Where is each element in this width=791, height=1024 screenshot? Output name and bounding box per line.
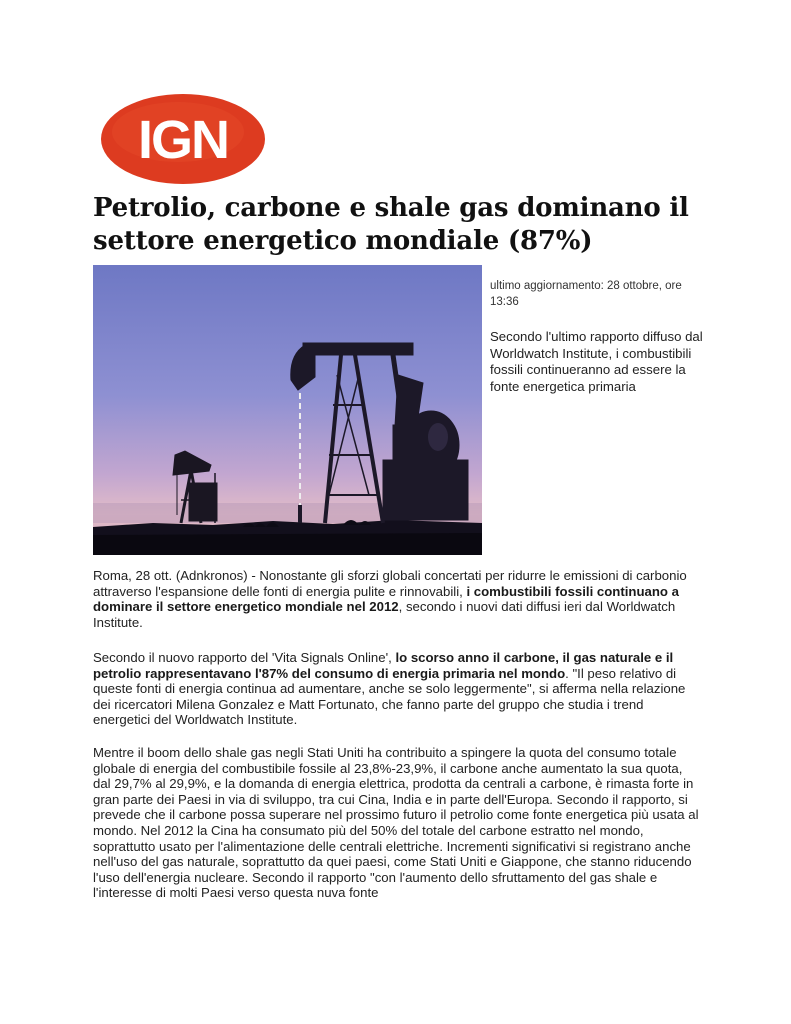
article-paragraph [93,650,703,728]
paragraph-text: , secondo i nuovi dati diffusi ieri dal Worldwatch Institute. [93,599,676,630]
last-updated: ultimo aggiornamento: 28 ottobre, ore 13:36 [490,280,682,308]
article-title: Petrolio, carbone e shale gas dominano il settore energetico mondiale (87%) [93,193,689,256]
paragraph-text: Secondo il nuovo rapporto del 'Vita Signals Online', [93,650,396,665]
logo-text: IGN [137,110,229,170]
paragraph-bold-text: i combustibili fossili continuano a dominare il settore energetico mondiale nel 2012 [93,583,679,615]
ign-logo [100,92,266,186]
paragraph-text: . "Il peso relativo di queste fonti di energia continua ad aumentare, anche se solo leggermente", si afferma nella relazione dei ricercatori Milena Gonzalez e Matt Fortunato, che fanno parte del gruppo che studia i trend energetici del Worldwatch Institute. [93,665,686,728]
article-paragraph: Mentre il boom dello shale gas negli Stati Uniti ha contribuito a spingere la quota del consumo totale globale di energia del combustibile fossile al 23,8%-23,9%, il carbone anche aumentato la sua quota, dal 29,7% al 29,9%, e la domanda di energia elettrica, prodotta da centrali a carbone, è rimasta forte in gran parte dei Paesi in via di sviluppo, tra cui Cina, India e in parte dell'Europa. Secondo il rapporto, si prevede che il carbone possa superare nel prossimo futuro il petrolio come fonte energetica più usata al mondo. Nel 2012 la Cina ha consumato più del 50% del totale del carbone estratto nel mondo, soprattutto usato per l'alimentazione delle centrali elettriche. Incrementi significativi si registrano anche nell'uso del gas naturale, soprattutto da quei paesi, come Stati Uniti e Giappone, che stanno riducendo l'uso dell'energia nucleare. Secondo il rapporto "con l'aumento dello sfruttamento del gas shale e l'interesse di molti Paesi verso questa nuva fonte [93,745,699,901]
article-summary: Secondo l'ultimo rapporto diffuso dal Worldwatch Institute, i combustibili fossili continueranno ad essere la fonte energetica primaria [490,329,703,394]
article-paragraph [93,568,703,630]
oil-pumpjack-photo [93,265,482,555]
paragraph-bold-text: lo scorso anno il carbone, il gas naturale e il petrolio rappresentavano l'87% del consumo di energia primaria nel mondo [93,650,674,681]
paragraph-text: Roma, 28 ott. (Adnkronos) - Nonostante gli sforzi globali concertati per ridurre le emissioni di carbonio attraverso l'espansione delle fonti di energia pulite e rinnovabili, [93,568,687,599]
